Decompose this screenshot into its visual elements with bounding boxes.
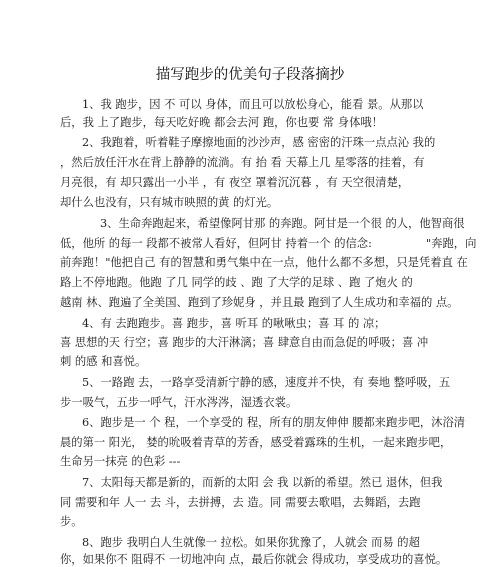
text-line: 后，我 上了跑步，每天吃好晚 都会去河 跑，你也要 常 身体哦！	[60, 116, 383, 129]
text-line: 1、我 跑步，因 不 可以 身体，而且可以放松身心，能看 景。从那以	[82, 98, 424, 111]
text-line: 刺 的感 和喜悦。	[60, 355, 147, 368]
text-line: 8、跑步 我明白人生就像一 拉松。如果你犹豫了，人就会 而易 的超	[82, 536, 420, 549]
text-line: 晨的第一 阳光， 婪的吮吸着青草的芳香，感受着露珠的生机，一起来跑步吧，	[60, 436, 452, 449]
text-line: 5、一路跑 去，一路享受清新宁静的感，速度并不快，有 奏地 整呼吸，五	[82, 376, 451, 389]
text-line: 前奔跑！"他把自己 有的智慧和勇气集中在一点，他什么都不多想，只是凭着直 在	[60, 256, 468, 269]
text-line: 同 需要和年 人一 去 斗，去拼搏，去 造。同 需要去歌唱，去舞蹈，去跑	[60, 496, 421, 509]
text-line: 月亮很，有 却只露出一小半 ，有 夜空 罩着沉沉暮 ，有 天空很清楚，	[60, 176, 410, 189]
text-line: 4、有 去跑跑步。喜 跑步，喜 听耳 的啾啾虫；喜 耳 的 凉；	[82, 317, 386, 330]
text-line: "奔跑，向	[426, 237, 477, 250]
text-line: 步。	[60, 515, 83, 528]
text-line: 却什么也没有，只有城市映照的黄 的灯光。	[60, 196, 279, 209]
text-line: 3、生命奔跑起来，希望像阿甘那 的奔跑。阿甘是一个很 的人，他智商很	[100, 217, 465, 230]
text-line: 步一吸气，五步一呼气，汗水涔涔，湿透衣裳。	[60, 396, 298, 409]
text-line: 你，如果你不 阻碍不 一切地冲向 点，最后你就会 得成功，享受成功的喜悦。	[60, 553, 448, 566]
text-line: ，然后放任汗水在背上静静的流淌。有 抬 看 天幕上几 星零落的挂着，有	[60, 156, 425, 169]
text-line: 7、太阳每天都是新的，而新的太阳 会 我 以新的希望。然已 退休，但我	[82, 476, 443, 489]
text-line: 喜 思想的天 行空；喜 跑步的大汗淋漓；喜 肆意自由而急促的呼吸；喜 冲	[60, 336, 429, 349]
text-line: 6、跑步是一 个 程，一个享受的 程，所有的朋友伸伸 腰都来跑步吧，沐浴清	[82, 416, 466, 429]
text-line: 越南 林、跑遍了全美国、跑到了珍妮身 ，并且最 跑到了人生成功和幸福的 点。	[60, 296, 459, 309]
text-line: 路上不停地跑。他跑 了几 同学的歧 、跑 了大学的足球 、跑 了炮火 的	[60, 276, 413, 289]
text-line: 低，他所 的每一 段都不被常人看好，但阿甘 持着一个 的信念:	[60, 237, 372, 250]
text-line: 2、我跑着，听着鞋子摩擦地面的沙沙声，感 密密的汗珠一点点沁 我的	[82, 136, 436, 149]
document-title: 描写跑步的优美句子段落摘抄	[155, 67, 345, 83]
text-line: 生命另一抹亮 的色彩 ---	[60, 455, 181, 468]
